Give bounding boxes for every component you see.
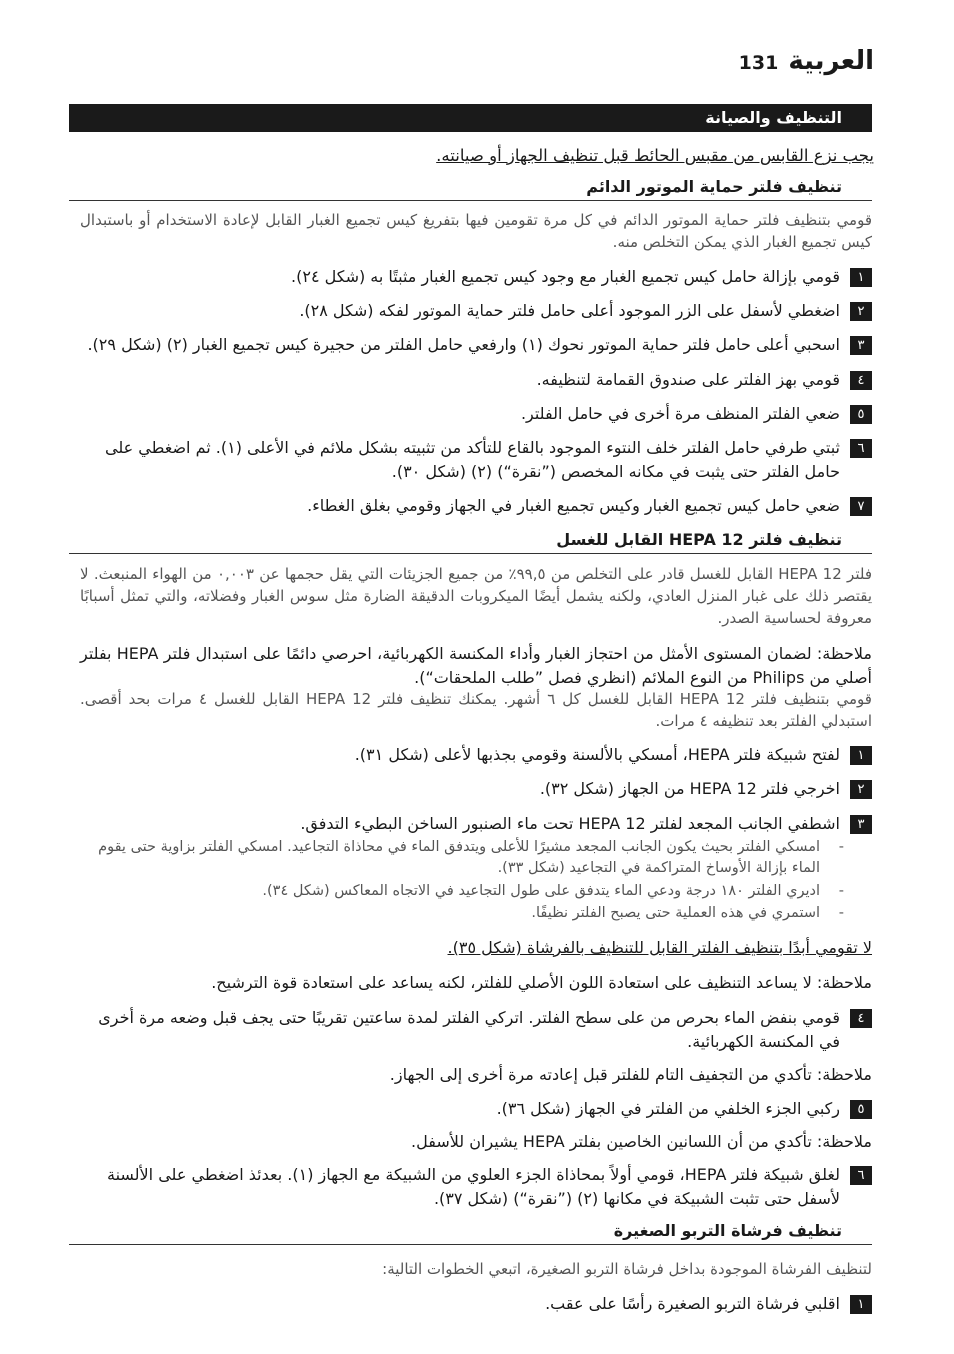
hepa-heading: تنظيف فلتر HEPA 12 القابل للغسل (69, 530, 872, 554)
section-title-bar: التنظيف والصيانة (69, 104, 872, 132)
step-text: لغلق شبيكة فلتر HEPA، قومي أولاً بمحاذاة الجزء العلوي من الشبيكة مع الجهاز (١). بعدئذ اضغطي على الألسنة لأسفل حتى تثبت الشبيكة في مكانها (٢) (”نقرة“) (شكل ٣٧). (107, 1165, 840, 1208)
step-text: قومي بنفض الماء بحرص من على سطح الفلتر. اتركي الفلتر لمدة ساعتين تقريبًا حتى يجف قبل وضعه مرة أخرى في المكنسة الكهربائية. (98, 1008, 840, 1051)
step-number: ٥ (850, 405, 872, 424)
step-number: ٣ (850, 815, 872, 834)
step-number: ١ (850, 746, 872, 765)
motor-filter-intro: قومي بتنظيف فلتر حماية الموتور الدائم في كل مرة تقومين فيها بتفريغ كيس تجميع الغبار القابل لإعادة الاستخدام أو باستبدال كيس تجميع الغبار الذي يمكن التخلص منه. (80, 211, 872, 251)
step-number: ٢ (850, 302, 872, 321)
step-number: ٦ (850, 439, 872, 458)
hepa-step-1 (80, 743, 872, 767)
step-number: ٧ (850, 497, 872, 516)
step-text: ضعي حامل كيس تجميع الغبار وكيس تجميع الغبار في الجهاز وقومي بغلق الغطاء. (307, 496, 840, 515)
step-text: قومي بإزالة حامل كيس تجميع الغبار مع وجود كيس تجميع الغبار مثبتًا به (شكل ٢٤). (291, 267, 840, 286)
hepa-substep-3: - استمري في هذه العملية حتى يصبح الفلتر نظيفًا. (80, 903, 844, 924)
language-label: العربية (788, 46, 874, 76)
hepa-substep-1: - امسكي الفلتر بحيث يكون الجانب المجعد مشيرًا للأعلى ويتدفق الماء في محاذاة التجاعيد. امسكي الفلتر بزاوية حتى يقوم الماء بإزالة الأوساخ المتراكمة في التجاعيد (شكل ٣٣). (80, 837, 844, 879)
motor-step-5 (80, 402, 872, 426)
hepa-note-2: ملاحظة: لا يساعد التنظيف على استعادة اللون الأصلي للفلتر، لكنه يساعد على استعادة قوة الترشيح. (211, 973, 872, 992)
motor-step-4 (80, 368, 872, 392)
motor-filter-heading: تنظيف فلتر حماية الموتور الدائم (69, 177, 872, 201)
hepa-intro: فلتر HEPA 12 القابل للغسل قادر على التخلص من ٩٩,٥٪ من جميع الجزيئات التي يقل حجمها عن ٠,٠٠٣ من الهواء المنبعث. لا يقتصر ذلك على غبار المنزل العادي، ولكنه يشمل أيضًا الميكروبات الدقيقة الضارة مثل سوس الغبار وفضلاته، والتي تمثل أسبابًا معروفة لحساسية الصدر. (80, 565, 872, 627)
motor-step-2 (80, 299, 872, 323)
brush-warning: لا تقومي أبدًا بتنظيف الفلتر القابل للتنظيف بالفرشاة (شكل ٣٥). (447, 938, 872, 957)
hepa-note-1: ملاحظة: لضمان المستوى الأمثل من احتجاز الغبار وأداء المكنسة الكهربائية، احرصي دائمًا على استبدال فلتر HEPA بفلتر أصلي من Philips من النوع الملائم (انظري فصل ”طلب الملحقات“). (80, 644, 872, 687)
hepa-step-3 (80, 812, 872, 836)
page-number: 131 (738, 52, 779, 74)
step-text: قومي بهز الفلتر على صندوق القمامة لتنظيفه. (536, 370, 840, 389)
step-number: ٤ (850, 1009, 872, 1028)
step-text: اضغطي لأسفل على الزر الموجود أعلى حامل فلتر حماية الموتور لفكه (شكل ٢٨). (299, 301, 840, 320)
turbo-step-1 (80, 1292, 872, 1316)
step-text: ضعي الفلتر المنظف مرة أخرى في حامل الفلتر. (520, 404, 840, 423)
page-header (739, 46, 874, 76)
motor-step-3 (80, 333, 872, 357)
step-text: اقلبي فرشاة التربو الصغيرة رأسًا على عقب. (545, 1294, 840, 1313)
motor-step-7 (80, 494, 872, 518)
step-number: ٤ (850, 371, 872, 390)
hepa-step-4 (80, 1006, 872, 1054)
step-number: ١ (850, 1295, 872, 1314)
step-number: ٦ (850, 1166, 872, 1185)
step-text: لفتح شبيكة فلتر HEPA، أمسكي بالألسنة وقومي بجذبها لأعلى (شكل ٣١). (354, 745, 840, 764)
step-text: ثبتي طرفي حامل الفلتر خلف النتوء الموجود بالقاع للتأكد من تثبيته بشكل ملائم في الأعلى (١). ثم اضغطي على حامل الفلتر حتى يثبت في مكانه المخصص (”نقرة“) (٢) (شكل ٣٠). (105, 438, 840, 481)
step-text: اشطفي الجانب المجعد لفلتر HEPA 12 تحت ماء الصنبور الساخن البطيء التدفق. (300, 814, 840, 833)
hepa-step-6 (80, 1163, 872, 1211)
step-text: اخرجي فلتر HEPA 12 من الجهاز (شكل ٣٢). (539, 779, 840, 798)
step-number: ٢ (850, 780, 872, 799)
step-number: ٣ (850, 336, 872, 355)
step-text: ركبي الجزء الخلفي من الفلتر في الجهاز (شكل ٣٦). (496, 1099, 840, 1118)
hepa-note-1b: قومي بتنظيف فلتر HEPA 12 القابل للغسل كل ٦ أشهر. يمكنك تنظيف فلتر HEPA 12 القابل للغسل ٤ مرات بحد أقصى. استبدلي الفلتر بعد تنظيفه ٤ مرات. (80, 690, 872, 730)
motor-step-1 (80, 265, 872, 289)
hepa-note-4: ملاحظة: تأكدي من أن اللسانين الخاصين بفلتر HEPA يشيران للأسفل. (411, 1132, 872, 1151)
step-number: ٥ (850, 1100, 872, 1119)
warning-text: يجب نزع القابس من مقبس الحائط قبل تنظيف الجهاز أو صيانته. (436, 146, 874, 165)
step-text: اسحبي أعلى حامل فلتر حماية الموتور نحوك (١) وارفعي حامل الفلتر من حجيرة كيس تجميع الغبار (٢) (شكل ٢٩). (87, 335, 840, 354)
turbo-intro: لتنظيف الفرشاة الموجودة بداخل فرشاة التربو الصغيرة، اتبعي الخطوات التالية: (382, 1260, 872, 1278)
motor-step-6 (80, 436, 872, 484)
hepa-step-5 (80, 1097, 872, 1121)
step-number: ١ (850, 268, 872, 287)
turbo-heading: تنظيف فرشاة التربو الصغيرة (69, 1221, 872, 1245)
hepa-note-3: ملاحظة: تأكدي من التجفيف التام للفلتر قبل إعادته مرة أخرى إلى الجهاز. (389, 1065, 872, 1084)
hepa-step-2 (80, 777, 872, 801)
hepa-substep-2: - اديري الفلتر ١٨٠ درجة ودعي الماء يتدفق على طول التجاعيد في الاتجاه المعاكس (شكل ٣٤). (80, 881, 844, 902)
